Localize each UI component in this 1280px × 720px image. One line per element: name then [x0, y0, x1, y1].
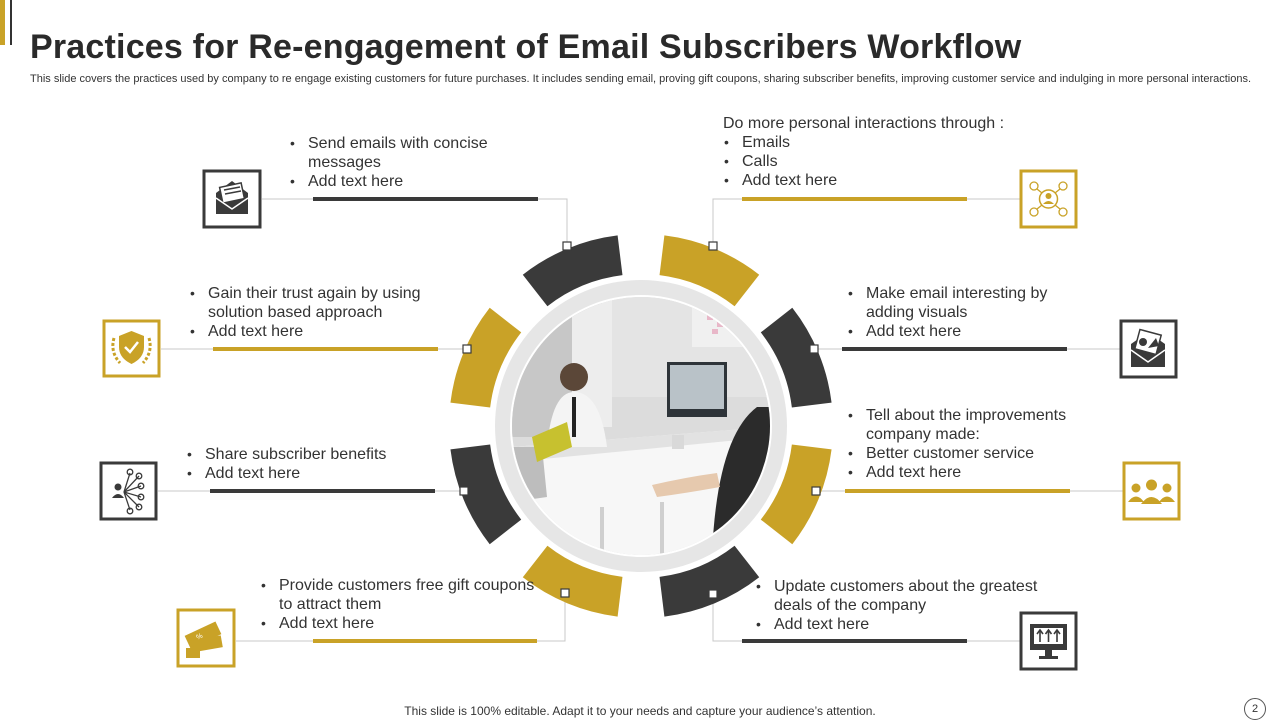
bullet-improvements-3: • Add text here [847, 463, 1087, 482]
bullet-improvements-1: • Tell about the improvements company made: [847, 406, 1087, 444]
practice-greatest-deals [755, 577, 1055, 634]
bullet-share-benefits-1: • Share subscriber benefits [186, 445, 451, 464]
bullet-personal-interactions-1: • Emails [723, 133, 1023, 152]
bullet-send-emails-2: • Add text here [289, 172, 549, 191]
email-visuals-icon [1121, 321, 1176, 377]
node-greatest-deals [709, 590, 717, 598]
slide-title: Practices for Re-engagement of Email Subscribers Workflow [30, 28, 1022, 66]
node-email-visuals [810, 345, 818, 353]
connected-users-icon [1021, 171, 1076, 227]
practice-improvements [847, 406, 1087, 482]
practice-personal-interactions [723, 114, 1023, 190]
bullet-gain-trust-2: • Add text here [189, 322, 454, 341]
bullet-improvements-2: • Better customer service [847, 444, 1087, 463]
bullet-share-benefits-2: • Add text here [186, 464, 451, 483]
practice-gift-coupons [260, 576, 550, 633]
bullet-send-emails-1: • Send emails with concise messages [289, 134, 549, 172]
slide-footer: This slide is 100% editable. Adapt it to your needs and capture your audience’s attention. [404, 704, 876, 718]
bullet-email-visuals-1: • Make email interesting by adding visuals [847, 284, 1087, 322]
meeting-photo [512, 297, 770, 555]
slide-subtitle: This slide covers the practices used by company to re engage existing customers for future purchases. It includes sending email, proving gift coupons, sharing subscriber benefits, improving customer service and indulging in more personal interactions. [30, 73, 1252, 85]
practice-email-visuals [847, 284, 1087, 341]
node-gift-coupons [561, 589, 569, 597]
bullet-gift-coupons-2: • Add text here [260, 614, 550, 633]
coupon-tickets-icon [178, 610, 234, 666]
practice-gain-trust [189, 284, 454, 341]
bullet-gain-trust-1: • Gain their trust again by using solution based approach [189, 284, 454, 322]
bullet-greatest-deals-2: • Add text here [755, 615, 1055, 634]
node-share-benefits [460, 487, 468, 495]
bullet-personal-interactions-2: • Calls [723, 152, 1023, 171]
personal-interactions-intro: Do more personal interactions through : [723, 115, 1005, 132]
email-envelope-icon [204, 171, 260, 227]
practice-send-emails [289, 134, 549, 191]
bullet-personal-interactions-3: • Add text here [723, 171, 1023, 190]
shield-laurel-icon [104, 321, 159, 376]
practice-share-benefits [186, 445, 451, 483]
bullet-greatest-deals-1: • Update customers about the greatest deals of the company [755, 577, 1055, 615]
node-send-emails [563, 242, 571, 250]
node-personal-interactions [709, 242, 717, 250]
bullet-gift-coupons-1: • Provide customers free gift coupons to attract them [260, 576, 550, 614]
node-improvements [812, 487, 820, 495]
customer-group-icon [1124, 463, 1179, 519]
network-people-icon [101, 463, 156, 519]
bullet-email-visuals-2: • Add text here [847, 322, 1087, 341]
svg-text:%: % [195, 632, 204, 642]
node-gain-trust [463, 345, 471, 353]
page-number: 2 [1244, 698, 1266, 720]
